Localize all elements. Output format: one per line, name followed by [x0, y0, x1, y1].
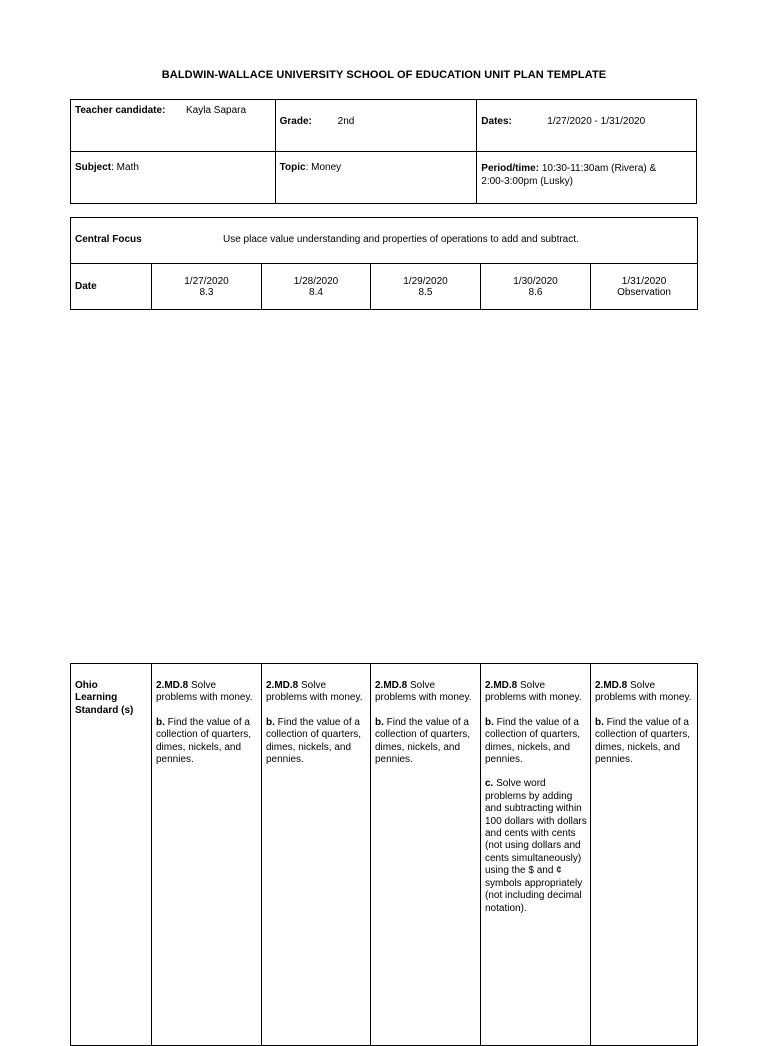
date-label-cell — [71, 264, 152, 310]
period-value-2: 2:00-3:00pm (Lusky) — [481, 176, 573, 187]
standard-code-paragraph — [485, 680, 587, 705]
standard-b-label: b. — [375, 716, 384, 728]
date-value: 1/31/2020 — [621, 275, 667, 287]
standard-code: 2.MD.8 — [156, 680, 189, 691]
standard-b-text: Find the value of a collection of quarters, dimes, nickels, and pennies. — [156, 716, 252, 766]
standard-cell — [262, 664, 371, 1046]
document-title: BALDWIN-WALLACE UNIVERSITY SCHOOL OF EDUCATION UNIT PLAN TEMPLATE — [161, 69, 607, 81]
standard-b-text: Find the value of a collection of quarters, dimes, nickels, and pennies. — [266, 716, 362, 766]
standard-code-paragraph — [595, 680, 694, 705]
standard-label-cell — [71, 664, 152, 1046]
standard-code: 2.MD.8 — [266, 680, 299, 691]
standard-cell — [371, 664, 481, 1046]
date-value: 1/27/2020 — [184, 275, 229, 287]
lesson-value: 8.6 — [528, 286, 543, 298]
standard-b-label: b. — [595, 716, 604, 728]
standard-cell — [591, 664, 698, 1046]
standard-b-text: Find the value of a collection of quarters, dimes, nickels, and pennies. — [595, 716, 691, 766]
topic-value: : Money — [305, 162, 342, 173]
central-focus-value: Use place value understanding and properties of operations to add and subtract. — [223, 234, 579, 245]
standard-code-text: Solve problems with money. — [266, 680, 363, 704]
lesson-value: 8.5 — [418, 286, 433, 298]
standard-code: 2.MD.8 — [595, 680, 628, 691]
standard-code-text: Solve problems with money. — [595, 680, 692, 704]
standard-cell — [152, 664, 262, 1046]
central-focus-table — [70, 217, 698, 310]
standards-table — [70, 663, 698, 1046]
central-focus-label: Central Focus — [75, 234, 142, 245]
date-cell — [371, 264, 481, 310]
standard-label-line3: Standard (s) — [75, 704, 134, 716]
central-focus-cell — [71, 218, 698, 264]
lesson-value: 8.4 — [309, 286, 323, 298]
standard-b-paragraph — [266, 717, 367, 767]
standard-code-text: Solve problems with money. — [156, 680, 253, 704]
standard-code-paragraph — [156, 680, 258, 705]
grade-cell — [275, 100, 477, 152]
grade-label: Grade: — [279, 116, 312, 127]
standard-b-paragraph — [375, 717, 477, 767]
lesson-value: 8.3 — [199, 286, 214, 298]
standard-code-text: Solve problems with money. — [485, 680, 582, 704]
standard-c-paragraph — [485, 778, 587, 914]
date-cell — [152, 264, 262, 310]
date-value: 1/29/2020 — [403, 275, 448, 287]
subject-value: : Math — [111, 162, 139, 173]
date-cell — [591, 264, 698, 310]
date-value: 1/30/2020 — [513, 275, 558, 287]
lesson-value: Observation — [617, 286, 671, 298]
standard-b-text: Find the value of a collection of quarters, dimes, nickels, and pennies. — [485, 716, 581, 766]
standard-code: 2.MD.8 — [375, 680, 408, 691]
standard-b-paragraph — [595, 717, 694, 767]
standard-b-label: b. — [156, 716, 165, 728]
period-value-1: 10:30-11:30am (Rivera) & — [539, 163, 657, 174]
standard-c-text: Solve word problems by adding and subtracting within 100 dollars with dollars and cents with cents (not using dollars and cents simultaneously) using the $ and ¢ symbols appropriately (not including decimal notation). — [485, 778, 587, 914]
standard-b-label: b. — [266, 716, 275, 728]
dates-cell — [477, 100, 697, 152]
subject-cell — [71, 152, 276, 204]
standard-b-label: b. — [485, 716, 494, 728]
unit-info-table — [70, 99, 697, 204]
standard-code-paragraph — [266, 680, 367, 705]
standard-cell — [481, 664, 591, 1046]
standard-label-line2: Learning — [75, 692, 118, 704]
teacher-cell — [71, 100, 276, 152]
subject-label: Subject — [75, 162, 112, 173]
date-cell — [262, 264, 371, 310]
standard-code: 2.MD.8 — [485, 680, 518, 691]
period-cell — [477, 152, 697, 204]
teacher-value: Kayla Sapara — [186, 105, 247, 116]
date-cell — [481, 264, 591, 310]
standard-label-line1: Ohio — [75, 680, 98, 691]
standard-c-label: c. — [485, 778, 494, 790]
standard-code-text: Solve problems with money. — [375, 680, 472, 704]
topic-label: Topic — [279, 162, 306, 173]
standard-b-paragraph — [485, 717, 587, 767]
topic-cell — [275, 152, 477, 204]
standard-b-paragraph — [156, 717, 258, 767]
grade-value: 2nd — [337, 116, 355, 127]
dates-value: 1/27/2020 - 1/31/2020 — [547, 116, 646, 127]
standard-code-paragraph — [375, 680, 477, 705]
dates-label: Dates: — [481, 116, 512, 127]
period-label: Period/time: — [481, 163, 540, 174]
teacher-label: Teacher candidate: — [75, 105, 166, 116]
date-value: 1/28/2020 — [293, 275, 339, 287]
date-label: Date — [75, 281, 97, 292]
standard-b-text: Find the value of a collection of quarters, dimes, nickels, and pennies. — [375, 716, 471, 766]
